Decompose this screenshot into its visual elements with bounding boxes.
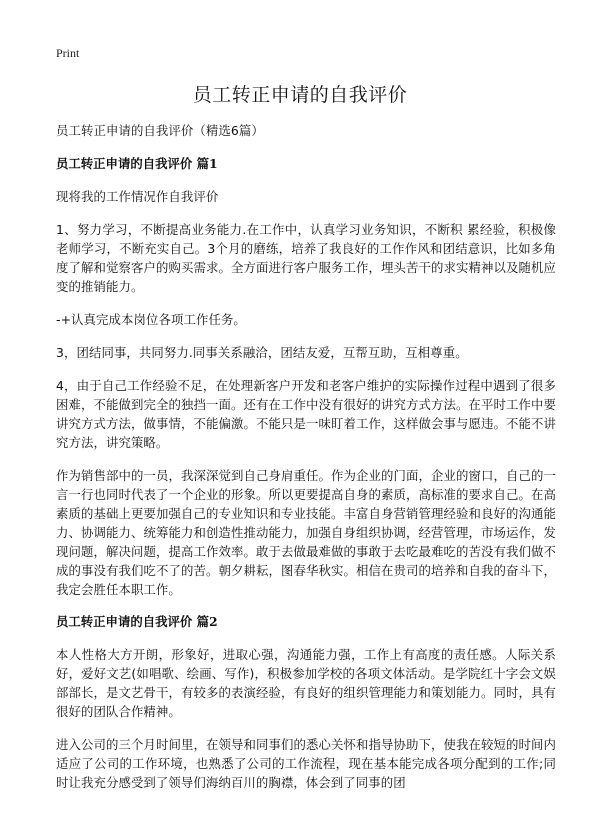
paragraph: 作为销售部中的一员，我深深觉到自己身肩重任。作为企业的门面，企业的窗口，自己的一言一行也同时代表了一个企业的形象。所以更要提高自身的素质，高标准的要求自己。在高素质的基础上更要加强自己的专业知识和专业技能。丰富自身营销管理经验和良好的沟通能力、协调能力、统筹能力和创造性推动能力，加强自身组织协调，经营管理，市场运作，发现问题，解决问题，提高工作效率。敢于去做最难做的事敢于去吃最难吃的苦没有我们做不成的事没有我们吃不了的苦。朝夕耕耘，图春华秋实。相信在贵司的培养和自我的奋斗下，我定会胜任本职工作。: [56, 468, 556, 597]
paragraph: 1、努力学习，不断提高业务能力.在工作中，认真学习业务知识，不断积 累经验，积极像老师学习，不断充实自己。3个月的磨练，培养了我良好的工作作风和团结意识，比如多角度了解和觉察客户的购买需求。全方面进行客户服务工作，埋头苦干的求实精神以及随机应变的推销能力。: [56, 222, 556, 294]
page-title: 员工转正申请的自我评价: [192, 84, 408, 106]
section-heading: 员工转正申请的自我评价 篇1: [56, 156, 218, 171]
section-2: [56, 612, 556, 792]
paragraph: 现将我的工作情况作自我评价: [56, 189, 219, 204]
paragraph: 3，团结同事，共同努力.同事关系融洽，团结友爱，互帮互助，互相尊重。: [56, 345, 468, 360]
paragraph: 4，由于自己工作经验不足，在处理新客户开发和老客户维护的实际操作过程中遇到了很多困难，不能做到完全的独挡一面。还有在工作中没有很好的讲究方式方法。在平时工作中要讲究方式方法，做事情，不能偏激。不能只是一味盯着工作，这样做会事与愿违。不能不讲究方法，讲究策略。: [56, 378, 556, 450]
section-1: [56, 154, 556, 599]
paragraph: 本人性格大方开朗，形象好，进取心强，沟通能力强，工作上有高度的责任感。人际关系好，爱好文艺(如唱歌、绘画、写作)，积极参加学校的各项文体活动。是学院红十字会文娱部部长，是文艺骨干，有较多的表演经验，有良好的组织管理能力和策划能力。同时，具有很好的团队合作精神。: [56, 647, 556, 719]
paragraph: -+认真完成本岗位各项工作任务。: [56, 312, 246, 327]
document-subtitle: 员工转正申请的自我评价（精选6篇）: [56, 123, 264, 138]
section-heading: 员工转正申请的自我评价 篇2: [56, 614, 218, 629]
paragraph: 进入公司的三个月时间里，在领导和同事们的悉心关怀和指导协助下，使我在较短的时间内适应了公司的工作环境，也熟悉了公司的工作流程，现在基本能完成各项分配到的工作;同时让我充分感受到了领导们海纳百川的胸襟，体会到了同事的团: [56, 737, 556, 790]
document-body: [56, 121, 556, 806]
print-link[interactable]: Print: [56, 46, 80, 60]
